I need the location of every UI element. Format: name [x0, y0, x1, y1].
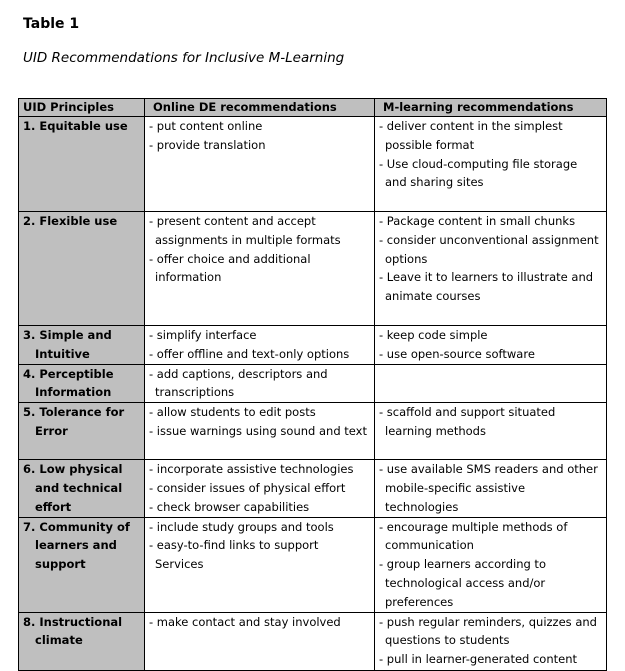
- principle-cell: [19, 517, 145, 612]
- online-de-item: - add captions, descriptors and transcriptions: [149, 366, 328, 400]
- m-learning-item: - deliver content in the simplest possible format: [379, 119, 563, 152]
- online-de-cell: [145, 364, 375, 403]
- principle-label: 6. Low physical: [23, 462, 123, 477]
- online-de-item: - issue warnings using sound and text: [149, 423, 367, 438]
- table-row: [19, 364, 607, 403]
- m-learning-item: - encourage multiple methods of communication: [379, 519, 568, 553]
- online-de-cell: [145, 403, 375, 460]
- m-learning-item: - use available SMS readers and other mobile-specific assistive technologies: [379, 462, 598, 514]
- column-header-m-learning: M-learning recommendations: [375, 99, 607, 117]
- online-de-item: - allow students to edit posts: [149, 405, 316, 420]
- m-learning-item: - Package content in small chunks: [379, 214, 576, 228]
- table-row: [19, 326, 607, 365]
- principle-label: and technical: [35, 480, 123, 495]
- m-learning-item: - Use cloud-computing file storage and sharing sites: [379, 156, 578, 190]
- principle-cell: [19, 117, 145, 212]
- table-row: [19, 212, 607, 326]
- online-de-cell: [145, 517, 375, 612]
- m-learning-item: - Leave it to learners to illustrate and animate courses: [379, 270, 594, 304]
- table-row: [19, 517, 607, 612]
- table-row: [19, 403, 607, 460]
- principle-label: learners and: [35, 538, 117, 553]
- principle-label: 7. Community of: [23, 519, 130, 534]
- m-learning-cell: [375, 326, 607, 365]
- principle-label: 2. Flexible use: [23, 214, 118, 228]
- m-learning-cell: [375, 117, 607, 212]
- online-de-item: - incorporate assistive technologies: [149, 462, 354, 477]
- table-row: [19, 612, 607, 670]
- table-caption: UID Recommendations for Inclusive M-Learning: [23, 50, 345, 66]
- m-learning-cell: [375, 364, 607, 403]
- online-de-item: - easy-to-find links to support Services: [149, 538, 319, 572]
- online-de-item: - simplify interface: [149, 328, 257, 342]
- principle-label: support: [35, 557, 86, 572]
- online-de-item: - check browser capabilities: [149, 499, 310, 514]
- column-header-online-de: Online DE recommendations: [145, 99, 375, 117]
- recommendations-table: [18, 98, 607, 671]
- column-header-principles: UID Principles: [19, 99, 145, 117]
- m-learning-cell: [375, 460, 607, 517]
- principle-label: climate: [35, 633, 83, 648]
- m-learning-item: - push regular reminders, quizzes and questions to students: [379, 614, 597, 648]
- principle-cell: [19, 212, 145, 326]
- principle-cell: [19, 612, 145, 670]
- online-de-cell: [145, 612, 375, 670]
- online-de-cell: [145, 117, 375, 212]
- principle-cell: [19, 364, 145, 403]
- online-de-cell: [145, 326, 375, 365]
- m-learning-item: - scaffold and support situated learning methods: [379, 405, 556, 438]
- m-learning-item: - keep code simple: [379, 328, 488, 342]
- principle-label: 8. Instructional: [23, 614, 123, 629]
- m-learning-item: - pull in learner-generated content: [379, 652, 578, 667]
- principle-label: Error: [35, 423, 68, 438]
- principle-label: 4. Perceptible: [23, 366, 114, 381]
- online-de-item: - include study groups and tools: [149, 519, 334, 534]
- online-de-item: - offer offline and text-only options: [149, 346, 350, 361]
- m-learning-cell: [375, 212, 607, 326]
- online-de-item: - put content online: [149, 119, 263, 133]
- table-row: [19, 117, 607, 212]
- table-row: [19, 460, 607, 517]
- online-de-cell: [145, 460, 375, 517]
- online-de-item: - provide translation: [149, 137, 266, 152]
- m-learning-cell: [375, 612, 607, 670]
- principle-cell: [19, 326, 145, 365]
- online-de-item: - make contact and stay involved: [149, 614, 341, 629]
- online-de-item: - consider issues of physical effort: [149, 480, 346, 495]
- principle-label: 3. Simple and: [23, 328, 112, 342]
- header-row: [19, 99, 607, 117]
- principle-label: Information: [35, 385, 112, 400]
- m-learning-cell: [375, 403, 607, 460]
- principle-cell: [19, 403, 145, 460]
- m-learning-cell: [375, 517, 607, 612]
- m-learning-item: - use open-source software: [379, 346, 535, 361]
- principle-label: 1. Equitable use: [23, 119, 128, 133]
- principle-cell: [19, 460, 145, 517]
- principle-label: 5. Tolerance for: [23, 405, 125, 420]
- m-learning-item: - group learners according to technological access and/or preferences: [379, 557, 546, 609]
- online-de-item: - present content and accept assignments in multiple formats: [149, 214, 341, 247]
- table-title: Table 1: [23, 16, 80, 32]
- principle-label: effort: [35, 499, 72, 514]
- online-de-item: - offer choice and additional information: [149, 251, 311, 285]
- principle-label: Intuitive: [35, 346, 90, 361]
- m-learning-item: - consider unconventional assignment options: [379, 232, 599, 266]
- online-de-cell: [145, 212, 375, 326]
